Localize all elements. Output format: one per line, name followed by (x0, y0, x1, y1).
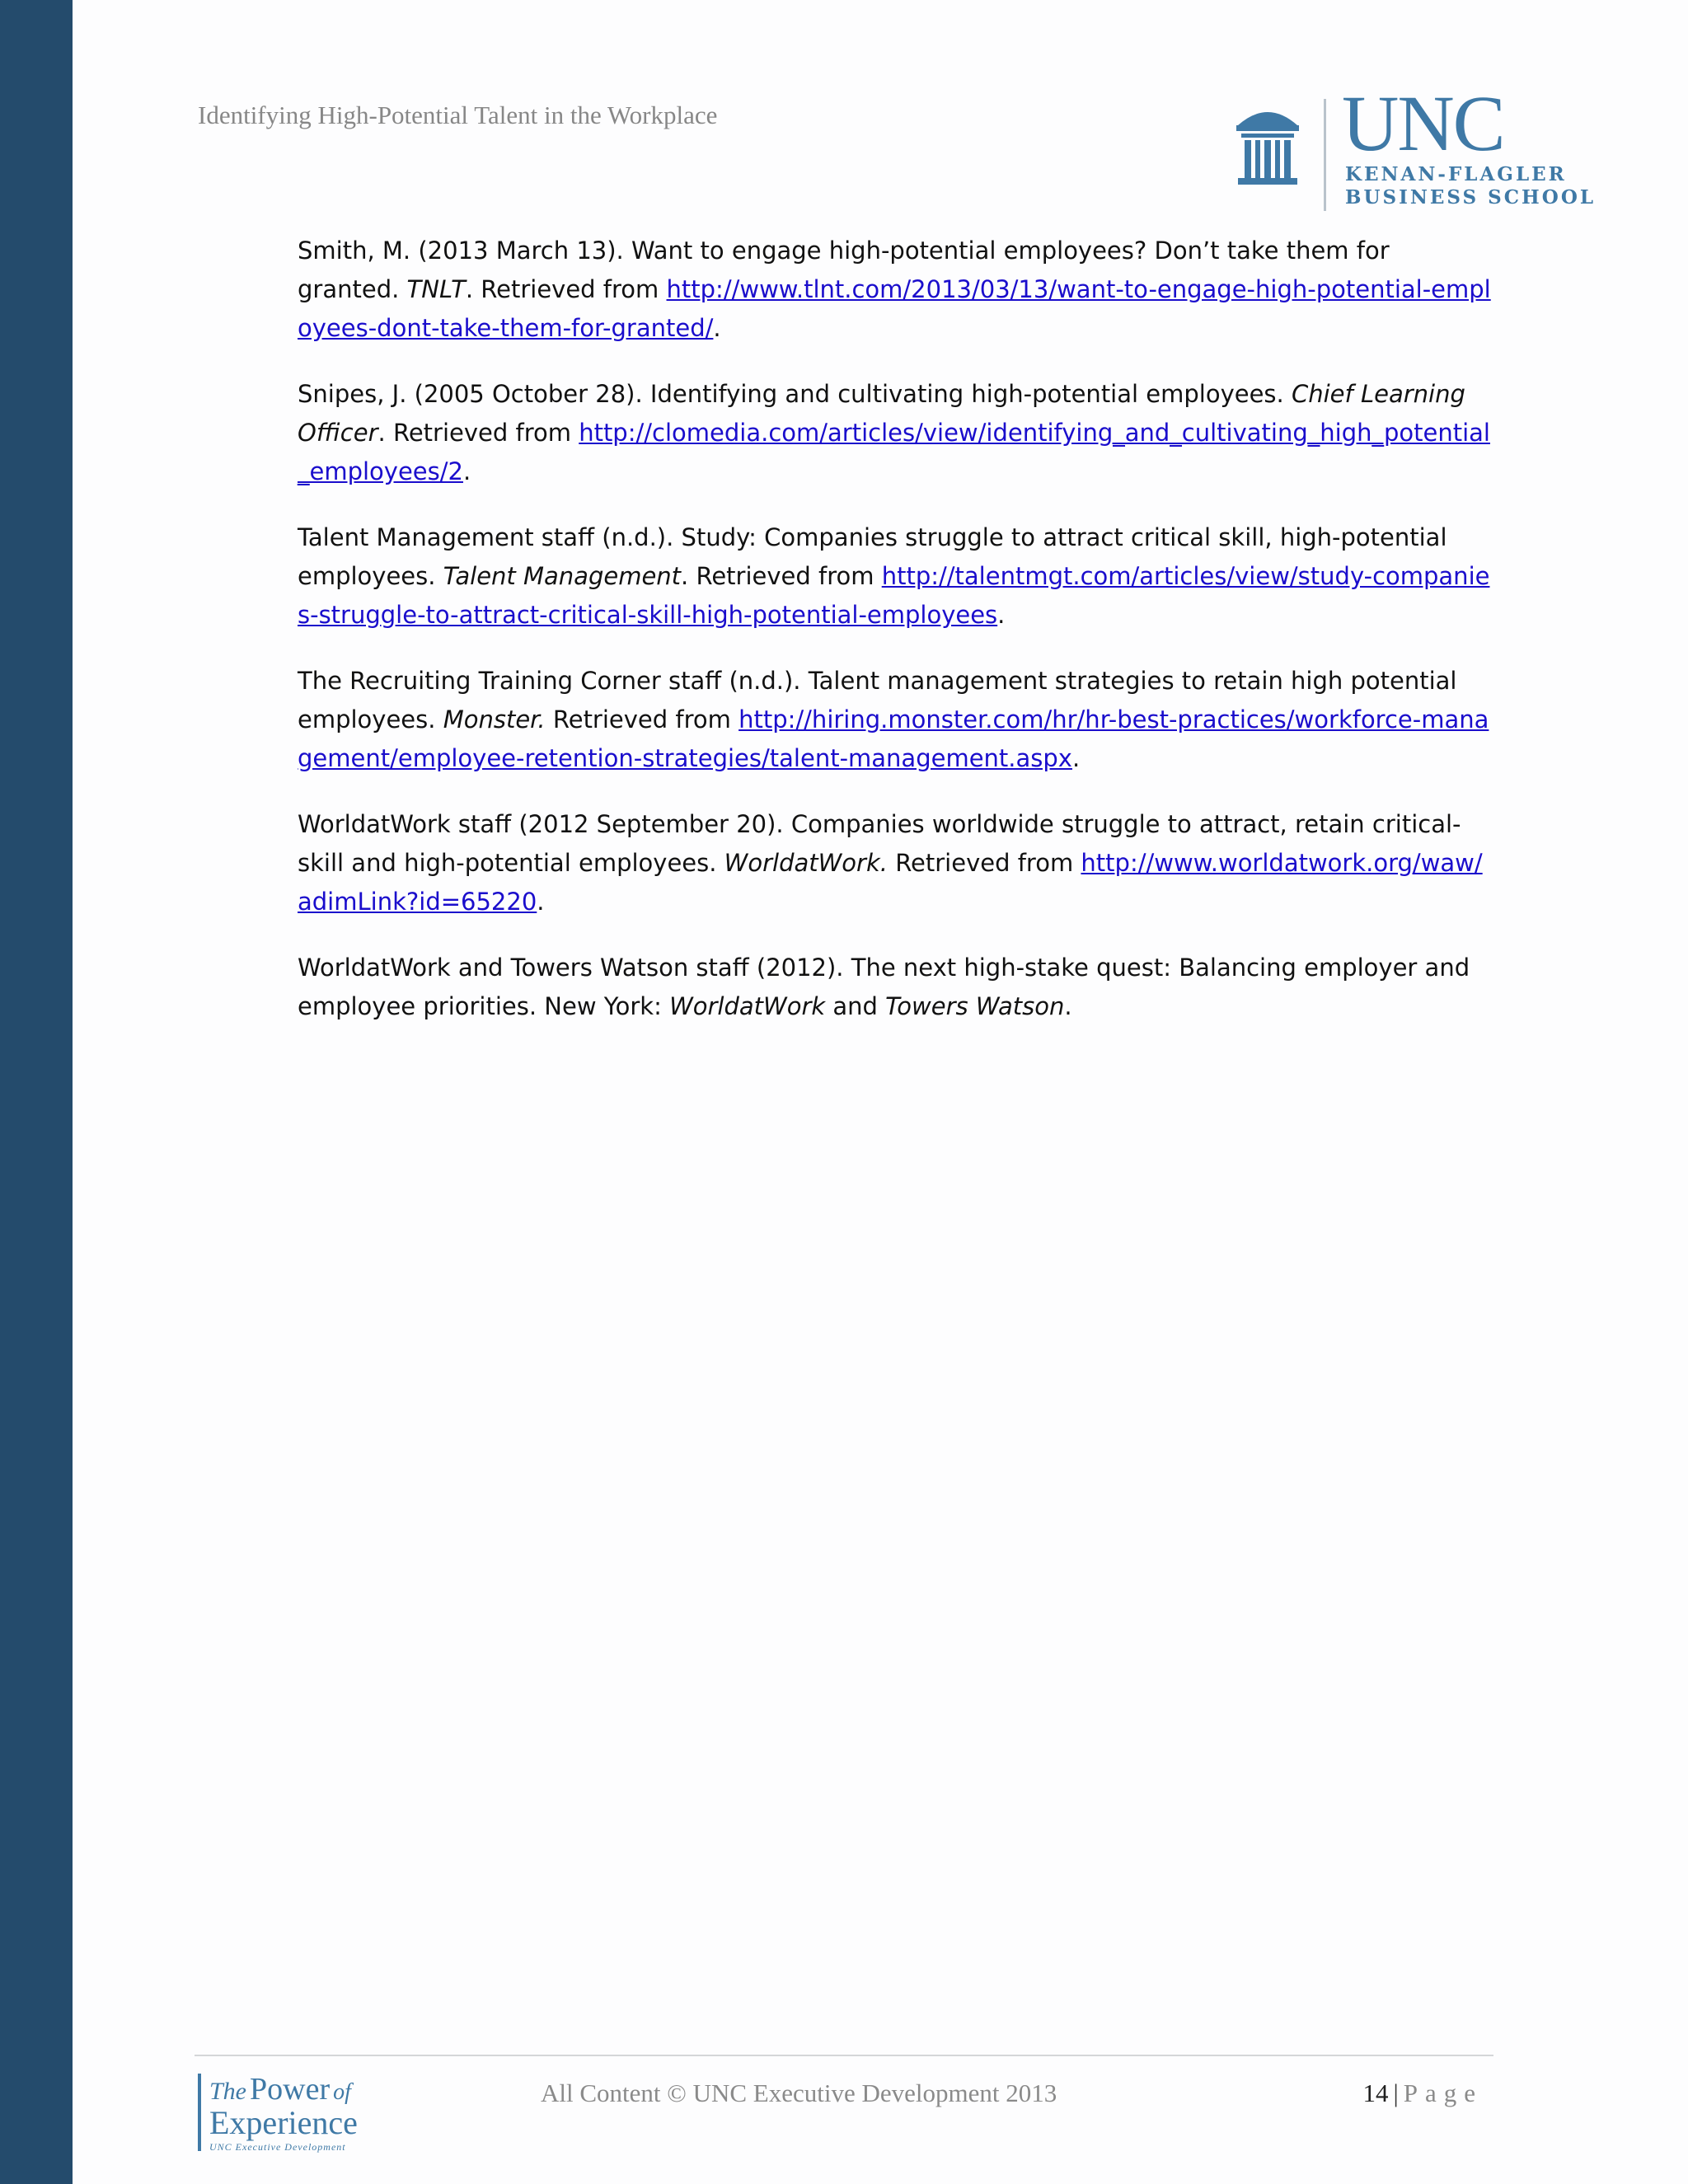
footer-divider (195, 2055, 1493, 2056)
reference-entry (298, 375, 1493, 491)
references-list (298, 232, 1493, 1053)
footer-logo-of: of (333, 2079, 351, 2105)
reference-source-title: Monster. (443, 705, 546, 733)
logo-divider (1324, 99, 1326, 211)
reference-link[interactable]: http://clomedia.com/articles/view/identifying_and_cultivating_high_potential_employees/2 (298, 419, 1490, 485)
reference-text: . Retrieved from (465, 275, 667, 303)
reference-text: . Retrieved from (681, 562, 882, 590)
page-separator: | (1393, 2079, 1399, 2107)
footer-copyright: All Content © UNC Executive Development 2013 (541, 2079, 1057, 2107)
reference-source-title: WorldatWork (669, 992, 826, 1020)
footer-logo-power: Power (250, 2072, 331, 2107)
reference-entry (298, 662, 1493, 778)
reference-text: Retrieved from (545, 705, 739, 733)
reference-source-title: WorldatWork. (724, 849, 888, 877)
reference-text: . (713, 314, 721, 342)
page-label: Page (1403, 2079, 1483, 2107)
reference-text: Smith, M. (2013 March 13). Want to engage high-potential employees? Don’t take them for granted. (298, 237, 1390, 303)
reference-entry (298, 949, 1493, 1026)
reference-entry (298, 805, 1493, 921)
reference-link[interactable]: http://www.tlnt.com/2013/03/13/want-to-engage-high-potential-employees-dont-take-them-for-granted/ (298, 275, 1491, 342)
reference-text: . Retrieved from (377, 419, 579, 447)
reference-link[interactable]: http://www.worldatwork.org/waw/adimLink?id=65220 (298, 849, 1483, 916)
page-number: 14 (1362, 2079, 1389, 2107)
reference-text: and (825, 992, 886, 1020)
footer-page-indicator (1363, 2079, 1483, 2108)
reference-text: The Recruiting Training Corner staff (n.d.). Talent management strategies to retain high potential employees. (298, 667, 1457, 733)
footer-logo-the: The (209, 2078, 246, 2105)
reference-source-title: Towers Watson (885, 992, 1065, 1020)
reference-text: . (997, 601, 1006, 629)
reference-link[interactable]: http://talentmgt.com/articles/view/study-companies-struggle-to-attract-critical-skill-high-potential-employees (298, 562, 1490, 629)
reference-entry (298, 518, 1493, 635)
footer-logo-bar (198, 2074, 201, 2151)
footer-logo-headline (209, 2074, 351, 2105)
logo-kenan-flagler-text: KENAN-FLAGLER (1345, 163, 1567, 185)
reference-entry (298, 232, 1493, 348)
reference-text: Talent Management staff (n.d.). Study: Companies struggle to attract critical skill, high-potential employees. (298, 523, 1447, 590)
reference-text: Retrieved from (887, 849, 1081, 877)
reference-source-title: Talent Management (443, 562, 682, 590)
reference-text: WorldatWork and Towers Watson staff (2012). The next high-stake quest: Balancing employer and employee priorities. New York: (298, 954, 1470, 1020)
reference-text: WorldatWork staff (2012 September 20). Companies worldwide struggle to attract, retain critical-skill and high-potential employees. (298, 810, 1461, 877)
footer-logo-experience: Experience (209, 2104, 358, 2141)
reference-text: . (462, 457, 471, 485)
reference-link[interactable]: http://hiring.monster.com/hr/hr-best-practices/workforce-management/employee-retention-strategies/talent-management.aspx (298, 705, 1489, 772)
unc-kenan-flagler-logo (1233, 79, 1604, 211)
reference-text: . (1064, 992, 1072, 1020)
reference-source-title: TNLT (406, 275, 466, 303)
old-well-icon (1233, 102, 1302, 193)
power-of-experience-logo (198, 2072, 396, 2154)
reference-source-title: Chief Learning Officer (298, 380, 1465, 447)
reference-text: Snipes, J. (2005 October 28). Identifying and cultivating high-potential employees. (298, 380, 1292, 408)
footer-logo-tagline: UNC Executive Development (209, 2141, 346, 2153)
sidebar-band (0, 0, 73, 2184)
header-title: Identifying High-Potential Talent in the Workplace (198, 101, 718, 129)
logo-business-school-text: BUSINESS SCHOOL (1345, 186, 1597, 209)
reference-text: . (537, 888, 545, 916)
reference-text: . (1071, 744, 1081, 772)
logo-unc-text: UNC (1342, 79, 1504, 167)
